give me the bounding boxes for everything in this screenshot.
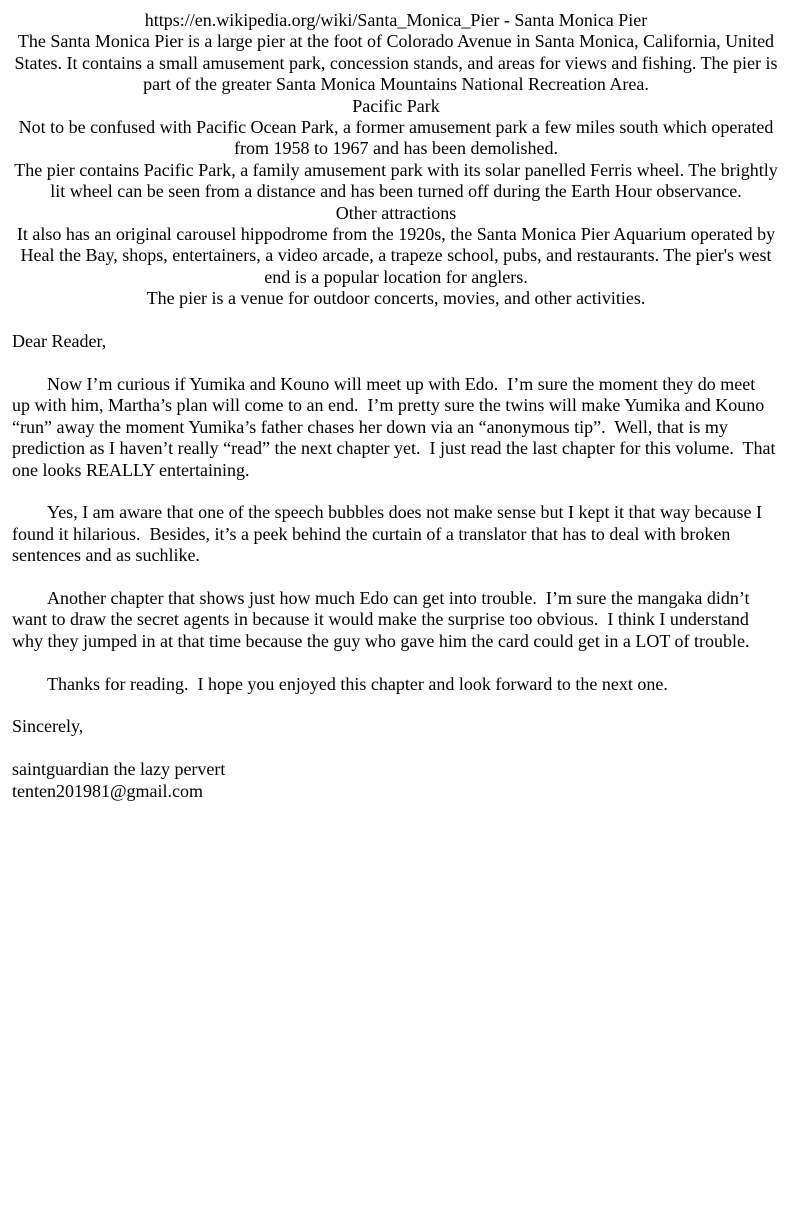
paragraph-line: prediction as I haven’t really “read” the next chapter yet. I just read the last chapter for this volume. That xyxy=(12,438,776,459)
wiki-pacific-park-line: The pier contains Pacific Park, a family amusement park with its solar panelled Ferris wheel. The brightly xyxy=(14,159,778,180)
closing: Sincerely, xyxy=(12,716,84,737)
letter-paragraph xyxy=(12,374,780,481)
wiki-heading-other-attractions: Other attractions xyxy=(335,202,457,223)
letter-paragraph xyxy=(12,502,780,566)
wiki-other-attractions-line: end is a popular location for anglers. xyxy=(264,266,528,287)
wiki-intro-line: States. It contains a small amusement park, concession stands, and areas for views and fishing. The pier is xyxy=(14,52,778,73)
paragraph-line: Now I’m curious if Yumika and Kouno will meet up with Edo. I’m sure the moment they do meet xyxy=(47,373,756,394)
wiki-heading-pacific-park: Pacific Park xyxy=(352,95,440,116)
wiki-excerpt-block xyxy=(12,10,780,310)
paragraph-line: Yes, I am aware that one of the speech bubbles does not make sense but I kept it that way because I xyxy=(47,502,762,523)
wiki-other-attractions-line: It also has an original carousel hippodrome from the 1920s, the Santa Monica Pier Aquarium operated by xyxy=(16,224,776,245)
wiki-other-attractions-line: The pier is a venue for outdoor concerts, movies, and other activities. xyxy=(146,288,646,309)
wiki-intro-line: part of the greater Santa Monica Mountains National Recreation Area. xyxy=(143,74,649,95)
paragraph-line: Thanks for reading. I hope you enjoyed this chapter and look forward to the next one. xyxy=(47,673,668,694)
letter-paragraph xyxy=(12,588,780,652)
paragraph-line: want to draw the secret agents in because it would make the surprise too obvious. I think I understand xyxy=(12,609,749,630)
signature-email: tenten201981@gmail.com xyxy=(12,780,204,801)
paragraph-line: “run” away the moment Yumika’s father chases her down via an “anonymous tip”. Well, that is my xyxy=(12,416,728,437)
signature-name: saintguardian the lazy pervert xyxy=(12,759,226,780)
paragraph-line: Another chapter that shows just how much Edo can get into trouble. I’m sure the mangaka didn’t xyxy=(47,587,750,608)
paragraph-line: sentences and as suchlike. xyxy=(12,545,200,566)
wiki-intro-line: The Santa Monica Pier is a large pier at the foot of Colorado Avenue in Santa Monica, California, United xyxy=(17,31,775,52)
paragraph-line: up with him, Martha’s plan will come to an end. I’m pretty sure the twins will make Yumika and Kouno xyxy=(12,395,765,416)
paragraph-line: why they jumped in at that time because the guy who gave him the card could get in a LOT of trouble. xyxy=(12,630,750,651)
wiki-pacific-park-line: from 1958 to 1967 and has been demolished. xyxy=(234,138,558,159)
wiki-url: https://en.wikipedia.org/wiki/Santa_Monica_Pier - Santa Monica Pier xyxy=(144,10,648,30)
paragraph-line: found it hilarious. Besides, it’s a peek behind the curtain of a translator that has to deal with broken xyxy=(12,523,731,544)
signature-block xyxy=(12,759,780,802)
wiki-pacific-park-line: lit wheel can be seen from a distance and has been turned off during the Earth Hour observance. xyxy=(50,181,742,202)
wiki-pacific-park-line: Not to be confused with Pacific Ocean Park, a former amusement park a few miles south which operated xyxy=(18,117,774,138)
wiki-other-attractions-line: Heal the Bay, shops, entertainers, a video arcade, a trapeze school, pubs, and restaurants. The pier's west xyxy=(20,245,772,266)
salutation: Dear Reader, xyxy=(12,331,107,352)
letter-body xyxy=(12,331,780,802)
paragraph-line: one looks REALLY entertaining. xyxy=(12,459,250,480)
letter-paragraph xyxy=(12,674,780,695)
